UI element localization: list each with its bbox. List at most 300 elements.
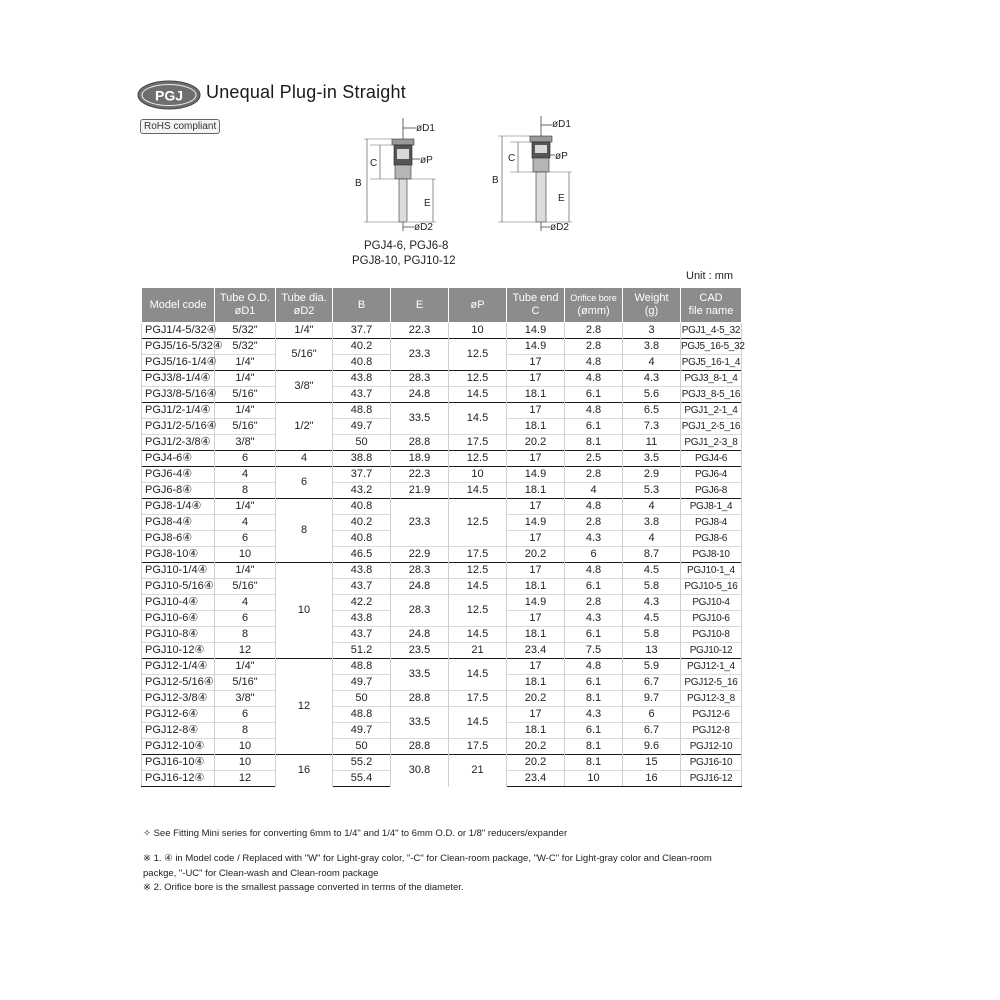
weight-cell: 3.8 (623, 339, 681, 355)
model-code-cell: PGJ10-12④ (142, 643, 215, 659)
tube-end-cell: 14.9 (507, 339, 565, 355)
orifice-cell: 8.1 (565, 691, 623, 707)
weight-cell: 3.5 (623, 451, 681, 467)
cad-cell: PGJ8-10 (681, 547, 742, 563)
label-e: E (424, 198, 431, 209)
table-row (142, 595, 742, 611)
model-code-cell: PGJ8-6④ (142, 531, 215, 547)
tube-od-cell: 1/4" (215, 659, 276, 675)
p-cell: 14.5 (449, 627, 507, 643)
b-cell: 38.8 (333, 451, 391, 467)
orifice-cell: 8.1 (565, 739, 623, 755)
header-e: E (391, 288, 449, 323)
e-cell: 23.3 (391, 339, 449, 371)
tube-od-cell: 1/4" (215, 355, 276, 371)
label-p-right: øP (555, 151, 568, 162)
tube-od-cell: 8 (215, 627, 276, 643)
note-model-code: ※ 1. ④ in Model code / Replaced with "W" for Light-gray color, "-C" for Clean-room package, "W-C" for Light-gray color and Clean-room packge, "-UC" for Clean-wash and Clean-room package (143, 853, 712, 879)
b-cell: 43.8 (333, 371, 391, 387)
e-cell: 30.8 (391, 755, 449, 787)
row-group (142, 371, 742, 403)
p-cell: 17.5 (449, 547, 507, 563)
pgj-logo (137, 80, 201, 110)
tube-od-cell: 10 (215, 547, 276, 563)
table-row (142, 627, 742, 643)
model-code-cell: PGJ12-5/16④ (142, 675, 215, 691)
model-code-cell: PGJ16-12④ (142, 771, 215, 787)
model-code-cell: PGJ10-6④ (142, 611, 215, 627)
weight-cell: 7.3 (623, 419, 681, 435)
tube-end-cell: 23.4 (507, 771, 565, 787)
table-row (142, 579, 742, 595)
p-cell: 17.5 (449, 435, 507, 451)
tube-dia-cell: 6 (276, 467, 333, 499)
tube-end-cell: 18.1 (507, 483, 565, 499)
model-code-cell: PGJ6-4④ (142, 467, 215, 483)
cad-cell: PGJ1_2-5_16 (681, 419, 742, 435)
orifice-cell: 2.5 (565, 451, 623, 467)
orifice-cell: 4.8 (565, 371, 623, 387)
b-cell: 55.4 (333, 771, 391, 787)
tube-od-cell: 5/32" (215, 323, 276, 339)
model-code-cell: PGJ1/4-5/32④ (142, 323, 215, 339)
model-code-cell: PGJ10-5/16④ (142, 579, 215, 595)
weight-cell: 9.7 (623, 691, 681, 707)
b-cell: 48.8 (333, 659, 391, 675)
e-cell: 24.8 (391, 579, 449, 595)
model-code-cell: PGJ12-8④ (142, 723, 215, 739)
p-cell: 12.5 (449, 595, 507, 627)
e-cell: 24.8 (391, 627, 449, 643)
b-cell: 48.8 (333, 403, 391, 419)
cad-cell: PGJ10-8 (681, 627, 742, 643)
tube-od-cell: 1/4" (215, 563, 276, 579)
model-code-cell: PGJ5/16-1/4④ (142, 355, 215, 371)
p-cell: 12.5 (449, 339, 507, 371)
note-orifice: ※ 2. Orifice bore is the smallest passage converted in terms of the diameter. (143, 882, 464, 893)
tube-end-cell: 17 (507, 563, 565, 579)
tube-od-cell: 4 (215, 595, 276, 611)
weight-cell: 4 (623, 531, 681, 547)
label-c: C (370, 158, 378, 169)
tube-end-cell: 14.9 (507, 467, 565, 483)
tube-end-cell: 18.1 (507, 627, 565, 643)
b-cell: 48.8 (333, 707, 391, 723)
table-row (142, 387, 742, 403)
cad-cell: PGJ16-12 (681, 771, 742, 787)
note-fitting-mini: ✧ See Fitting Mini series for converting 6mm to 1/4" and 1/4" to 6mm O.D. or 1/8" reducers/expander (143, 828, 568, 839)
orifice-cell: 4.8 (565, 499, 623, 515)
cad-cell: PGJ12-3_8 (681, 691, 742, 707)
orifice-cell: 6.1 (565, 627, 623, 643)
header-tube-dia: Tube dia. øD2 (276, 288, 333, 323)
row-group (142, 339, 745, 371)
b-cell: 51.2 (333, 643, 391, 659)
weight-cell: 13 (623, 643, 681, 659)
label-b: B (355, 178, 362, 189)
orifice-cell: 7.5 (565, 643, 623, 659)
weight-cell: 4.3 (623, 371, 681, 387)
orifice-cell: 6.1 (565, 675, 623, 691)
model-code-cell: PGJ12-6④ (142, 707, 215, 723)
orifice-cell: 4.3 (565, 531, 623, 547)
tube-end-cell: 17 (507, 403, 565, 419)
row-group (142, 499, 742, 563)
orifice-cell: 8.1 (565, 435, 623, 451)
weight-cell: 6 (623, 707, 681, 723)
label-p: øP (420, 155, 433, 166)
b-cell: 43.7 (333, 387, 391, 403)
header-b: B (333, 288, 391, 323)
tube-dia-cell: 4 (276, 451, 333, 467)
e-cell: 28.3 (391, 595, 449, 627)
b-cell: 50 (333, 691, 391, 707)
orifice-cell: 4.8 (565, 403, 623, 419)
tube-od-cell: 5/16" (215, 675, 276, 691)
cad-cell: PGJ10-6 (681, 611, 742, 627)
model-code-cell: PGJ8-1/4④ (142, 499, 215, 515)
model-code-cell: PGJ10-8④ (142, 627, 215, 643)
p-cell: 14.5 (449, 579, 507, 595)
tube-dia-cell: 1/2" (276, 403, 333, 451)
b-cell: 49.7 (333, 675, 391, 691)
e-cell: 33.5 (391, 403, 449, 435)
tube-od-cell: 1/4" (215, 499, 276, 515)
e-cell: 21.9 (391, 483, 449, 499)
tube-end-cell: 23.4 (507, 643, 565, 659)
row-group (142, 659, 742, 755)
e-cell: 28.8 (391, 435, 449, 451)
p-cell: 21 (449, 755, 507, 787)
tube-od-cell: 10 (215, 755, 276, 771)
orifice-cell: 10 (565, 771, 623, 787)
diagram-right (492, 116, 572, 233)
orifice-cell: 4.8 (565, 563, 623, 579)
model-code-cell: PGJ1/2-1/4④ (142, 403, 215, 419)
model-code-cell: PGJ8-10④ (142, 547, 215, 563)
orifice-cell: 2.8 (565, 339, 623, 355)
cad-cell: PGJ12-8 (681, 723, 742, 739)
tube-end-cell: 14.9 (507, 595, 565, 611)
table-row (142, 339, 742, 355)
table-row (142, 755, 742, 771)
header-weight: Weight (g) (623, 288, 681, 323)
weight-cell: 5.6 (623, 387, 681, 403)
b-cell: 43.8 (333, 563, 391, 579)
cad-cell: PGJ12-1_4 (681, 659, 742, 675)
logo-text: PGJ (154, 87, 184, 104)
cad-cell: PGJ1_2-1_4 (681, 403, 742, 419)
b-cell: 50 (333, 435, 391, 451)
orifice-cell: 4.8 (565, 355, 623, 371)
model-code-cell: PGJ1/2-3/8④ (142, 435, 215, 451)
weight-cell: 5.3 (623, 483, 681, 499)
cad-cell: PGJ1_4-5_32 (681, 323, 742, 339)
weight-cell: 5.9 (623, 659, 681, 675)
tube-end-cell: 17 (507, 371, 565, 387)
b-cell: 40.8 (333, 531, 391, 547)
diagram-caption-2: PGJ8-10, PGJ10-12 (352, 255, 456, 267)
cad-cell: PGJ6-4 (681, 467, 742, 483)
weight-cell: 4.5 (623, 611, 681, 627)
tube-od-cell: 1/4" (215, 371, 276, 387)
orifice-cell: 2.8 (565, 515, 623, 531)
model-code-cell: PGJ12-10④ (142, 739, 215, 755)
e-cell: 23.3 (391, 499, 449, 547)
tube-dia-cell: 16 (276, 755, 333, 787)
orifice-cell: 2.8 (565, 323, 623, 339)
rohs-badge: RoHS compliant (140, 119, 220, 134)
e-cell: 28.8 (391, 739, 449, 755)
weight-cell: 4 (623, 355, 681, 371)
table-row (142, 691, 742, 707)
e-cell: 28.3 (391, 563, 449, 579)
cad-cell: PGJ1_2-3_8 (681, 435, 742, 451)
orifice-cell: 6.1 (565, 387, 623, 403)
weight-cell: 9.6 (623, 739, 681, 755)
weight-cell: 5.8 (623, 579, 681, 595)
b-cell: 42.2 (333, 595, 391, 611)
e-cell: 33.5 (391, 659, 449, 691)
tube-end-cell: 17 (507, 499, 565, 515)
header-tube-od: Tube O.D. øD1 (215, 288, 276, 323)
weight-cell: 4.5 (623, 563, 681, 579)
header-orifice: Orifice bore (ømm) (565, 288, 623, 323)
row-group (142, 755, 742, 787)
cad-cell: PGJ4-6 (681, 451, 742, 467)
tube-dia-cell: 10 (276, 563, 333, 659)
orifice-cell: 8.1 (565, 755, 623, 771)
tube-od-cell: 6 (215, 531, 276, 547)
b-cell: 49.7 (333, 419, 391, 435)
diagram-left (355, 118, 436, 233)
orifice-cell: 2.8 (565, 467, 623, 483)
header-model: Model code (142, 288, 215, 323)
weight-cell: 4.3 (623, 595, 681, 611)
e-cell: 22.3 (391, 323, 449, 339)
table-row (142, 483, 742, 499)
tube-od-cell: 12 (215, 771, 276, 787)
header-tube-end: Tube end C (507, 288, 565, 323)
weight-cell: 5.8 (623, 627, 681, 643)
p-cell: 17.5 (449, 739, 507, 755)
tube-od-cell: 3/8" (215, 691, 276, 707)
cad-cell: PGJ16-10 (681, 755, 742, 771)
tube-end-cell: 17 (507, 355, 565, 371)
diagram-caption-1: PGJ4-6, PGJ6-8 (364, 240, 449, 252)
b-cell: 40.2 (333, 515, 391, 531)
orifice-cell: 4.3 (565, 611, 623, 627)
p-cell: 14.5 (449, 387, 507, 403)
tube-od-cell: 5/16" (215, 387, 276, 403)
label-d2-right: øD2 (550, 222, 569, 233)
tube-end-cell: 17 (507, 707, 565, 723)
table-row (142, 707, 742, 723)
weight-cell: 4 (623, 499, 681, 515)
weight-cell: 16 (623, 771, 681, 787)
model-code-cell: PGJ10-1/4④ (142, 563, 215, 579)
b-cell: 49.7 (333, 723, 391, 739)
weight-cell: 3.8 (623, 515, 681, 531)
p-cell: 14.5 (449, 707, 507, 739)
orifice-cell: 2.8 (565, 595, 623, 611)
tube-od-cell: 6 (215, 611, 276, 627)
tube-od-cell: 10 (215, 739, 276, 755)
model-code-cell: PGJ12-3/8④ (142, 691, 215, 707)
row-group (142, 403, 742, 451)
tube-end-cell: 18.1 (507, 723, 565, 739)
weight-cell: 6.5 (623, 403, 681, 419)
tube-end-cell: 18.1 (507, 419, 565, 435)
model-code-cell: PGJ3/8-1/4④ (142, 371, 215, 387)
table-row (142, 403, 742, 419)
orifice-cell: 4.8 (565, 659, 623, 675)
b-cell: 43.7 (333, 579, 391, 595)
cad-cell: PGJ10-4 (681, 595, 742, 611)
weight-cell: 3 (623, 323, 681, 339)
tube-end-cell: 20.2 (507, 691, 565, 707)
cad-cell: PGJ8-6 (681, 531, 742, 547)
label-d2: øD2 (414, 222, 433, 233)
label-b-right: B (492, 175, 499, 186)
tube-dia-cell: 8 (276, 499, 333, 563)
orifice-cell: 6 (565, 547, 623, 563)
p-cell: 12.5 (449, 563, 507, 579)
cad-cell: PGJ12-5_16 (681, 675, 742, 691)
p-cell: 14.5 (449, 659, 507, 691)
tube-dia-cell: 12 (276, 659, 333, 755)
fitting-diagrams (340, 113, 600, 238)
b-cell: 37.7 (333, 467, 391, 483)
tube-od-cell: 6 (215, 451, 276, 467)
cad-cell: PGJ5_16-5_32 (681, 339, 742, 355)
tube-end-cell: 20.2 (507, 435, 565, 451)
table-row (142, 371, 742, 387)
cad-cell: PGJ6-8 (681, 483, 742, 499)
label-d1-right: øD1 (552, 119, 571, 130)
tube-end-cell: 17 (507, 611, 565, 627)
p-cell: 10 (449, 323, 507, 339)
tube-od-cell: 5/16" (215, 419, 276, 435)
b-cell: 55.2 (333, 755, 391, 771)
orifice-cell: 4.3 (565, 707, 623, 723)
table-row (142, 451, 742, 467)
model-code-cell: PGJ4-6④ (142, 451, 215, 467)
cad-cell: PGJ12-6 (681, 707, 742, 723)
tube-od-cell: 3/8" (215, 435, 276, 451)
weight-cell: 11 (623, 435, 681, 451)
tube-end-cell: 18.1 (507, 387, 565, 403)
row-group (142, 323, 742, 339)
page-title: Unequal Plug-in Straight (206, 82, 406, 102)
e-cell: 28.8 (391, 691, 449, 707)
b-cell: 40.8 (333, 499, 391, 515)
tube-end-cell: 20.2 (507, 547, 565, 563)
b-cell: 43.2 (333, 483, 391, 499)
tube-end-cell: 20.2 (507, 739, 565, 755)
e-cell: 23.5 (391, 643, 449, 659)
unit-label: Unit : mm (686, 270, 734, 282)
cad-cell: PGJ10-12 (681, 643, 742, 659)
tube-od-cell: 4 (215, 467, 276, 483)
cad-cell: PGJ12-10 (681, 739, 742, 755)
cad-cell: PGJ3_8-5_16 (681, 387, 742, 403)
label-c-right: C (508, 153, 516, 164)
b-cell: 46.5 (333, 547, 391, 563)
row-group (142, 563, 742, 659)
b-cell: 40.8 (333, 355, 391, 371)
model-code-cell: PGJ3/8-5/16④ (142, 387, 215, 403)
table-row (142, 323, 742, 339)
row-group (142, 451, 742, 467)
model-code-cell: PGJ6-8④ (142, 483, 215, 499)
label-d1: øD1 (416, 123, 435, 134)
label-e-right: E (558, 193, 565, 204)
p-cell: 14.5 (449, 403, 507, 435)
tube-od-cell: 12 (215, 643, 276, 659)
model-code-cell: PGJ12-1/4④ (142, 659, 215, 675)
orifice-cell: 6.1 (565, 723, 623, 739)
tube-od-cell: 5/16" (215, 579, 276, 595)
tube-od-cell: 8 (215, 723, 276, 739)
weight-cell: 6.7 (623, 675, 681, 691)
tube-dia-cell: 1/4" (276, 323, 333, 339)
p-cell: 21 (449, 643, 507, 659)
tube-end-cell: 14.9 (507, 323, 565, 339)
tube-end-cell: 18.1 (507, 675, 565, 691)
tube-end-cell: 20.2 (507, 755, 565, 771)
e-cell: 33.5 (391, 707, 449, 739)
tube-end-cell: 14.9 (507, 515, 565, 531)
weight-cell: 15 (623, 755, 681, 771)
e-cell: 22.9 (391, 547, 449, 563)
e-cell: 24.8 (391, 387, 449, 403)
cad-cell: PGJ8-1_4 (681, 499, 742, 515)
model-code-cell: PGJ1/2-5/16④ (142, 419, 215, 435)
table-row (142, 467, 742, 483)
p-cell: 14.5 (449, 483, 507, 499)
header-p: øP (449, 288, 507, 323)
tube-end-cell: 18.1 (507, 579, 565, 595)
tube-od-cell: 5/32" (215, 339, 276, 355)
row-group (142, 467, 742, 499)
header-cad: CAD file name (681, 288, 742, 323)
p-cell: 12.5 (449, 499, 507, 547)
tube-od-cell: 1/4" (215, 403, 276, 419)
cad-cell: PGJ10-1_4 (681, 563, 742, 579)
table-row (142, 435, 742, 451)
table-row (142, 659, 742, 675)
b-cell: 43.7 (333, 627, 391, 643)
weight-cell: 8.7 (623, 547, 681, 563)
orifice-cell: 4 (565, 483, 623, 499)
p-cell: 12.5 (449, 451, 507, 467)
b-cell: 37.7 (333, 323, 391, 339)
table-header-row (142, 288, 742, 323)
e-cell: 22.3 (391, 467, 449, 483)
model-code-cell: PGJ5/16-5/32④ (142, 339, 215, 355)
tube-end-cell: 17 (507, 531, 565, 547)
table-row (142, 739, 742, 755)
spec-table (141, 287, 745, 787)
b-cell: 43.8 (333, 611, 391, 627)
weight-cell: 6.7 (623, 723, 681, 739)
cad-cell: PGJ10-5_16 (681, 579, 742, 595)
table-row (142, 563, 742, 579)
table-row (142, 547, 742, 563)
p-cell: 10 (449, 467, 507, 483)
b-cell: 50 (333, 739, 391, 755)
